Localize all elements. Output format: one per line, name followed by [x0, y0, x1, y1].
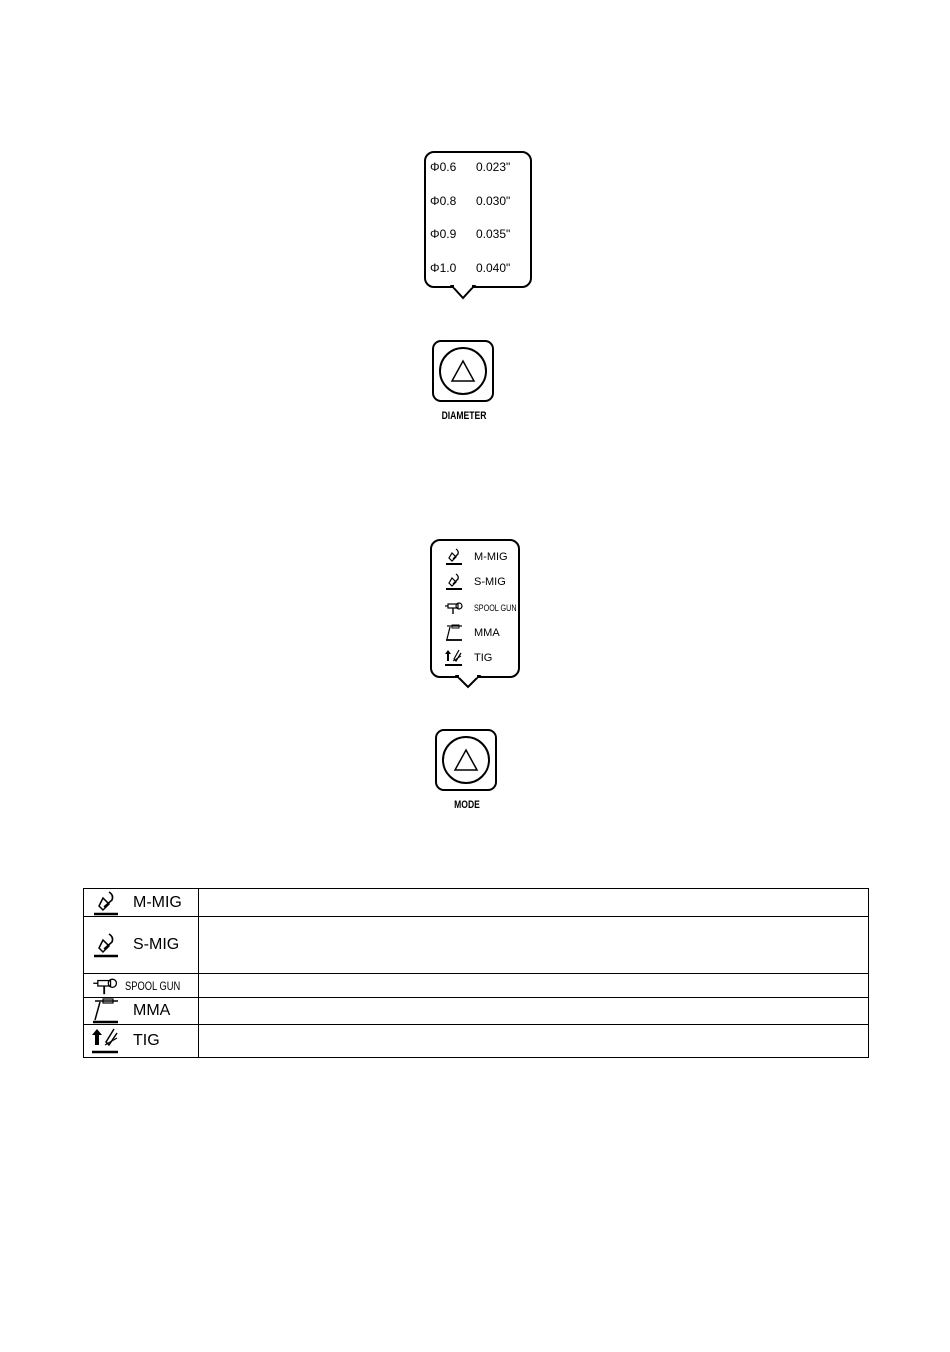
electrode-holder-icon [91, 998, 121, 1024]
mig-torch-icon [91, 890, 121, 916]
tig-torch-icon [444, 649, 464, 667]
popup-pointer [450, 285, 480, 301]
diameter-button-label: DIAMETER [441, 410, 487, 422]
diameter-option[interactable]: Φ0.8 0.030" [430, 194, 511, 208]
table-row [84, 998, 869, 1025]
spool-gun-icon [444, 599, 464, 617]
mode-option-spool-gun[interactable]: SPOOL GUN [444, 599, 527, 617]
table-row [84, 974, 869, 998]
mode-button-label: MODE [454, 799, 480, 811]
mode-description [199, 917, 869, 974]
mode-description [199, 998, 869, 1025]
mode-description [199, 1025, 869, 1058]
diameter-option[interactable]: Φ0.6 0.023" [430, 160, 511, 174]
mode-option-m-mig[interactable]: M-MIG [444, 548, 508, 566]
mode-icon-cell: TIG [84, 1025, 199, 1058]
mode-button[interactable] [435, 729, 497, 791]
mode-icon-cell: M-MIG [84, 889, 199, 917]
triangle-up-icon [453, 748, 479, 772]
spool-gun-icon [91, 976, 121, 996]
mode-table [83, 888, 869, 1058]
triangle-up-icon [450, 359, 476, 383]
diameter-popup [424, 151, 532, 288]
table-row [84, 889, 869, 917]
mig-torch-icon [91, 932, 121, 958]
diameter-option[interactable]: Φ0.9 0.035" [430, 227, 511, 241]
mode-description [199, 974, 869, 998]
mig-torch-icon [444, 573, 464, 591]
mode-option-tig[interactable]: TIG [444, 649, 492, 667]
diameter-option[interactable]: Φ1.0 0.040" [430, 261, 511, 275]
mode-icon-cell: MMA [84, 998, 199, 1025]
button-ring [442, 736, 490, 784]
mode-icon-cell: SPOOL GUN [84, 974, 199, 998]
electrode-holder-icon [444, 624, 464, 642]
mode-icon-cell: S-MIG [84, 917, 199, 974]
table-row [84, 917, 869, 974]
mode-popup [430, 539, 520, 678]
diameter-button[interactable] [432, 340, 494, 402]
mode-description [199, 889, 869, 917]
popup-pointer [455, 675, 485, 691]
table-row [84, 1025, 869, 1058]
mig-torch-icon [444, 548, 464, 566]
mode-option-mma[interactable]: MMA [444, 624, 500, 642]
mode-option-s-mig[interactable]: S-MIG [444, 573, 506, 591]
button-ring [439, 347, 487, 395]
tig-torch-icon [91, 1028, 121, 1054]
